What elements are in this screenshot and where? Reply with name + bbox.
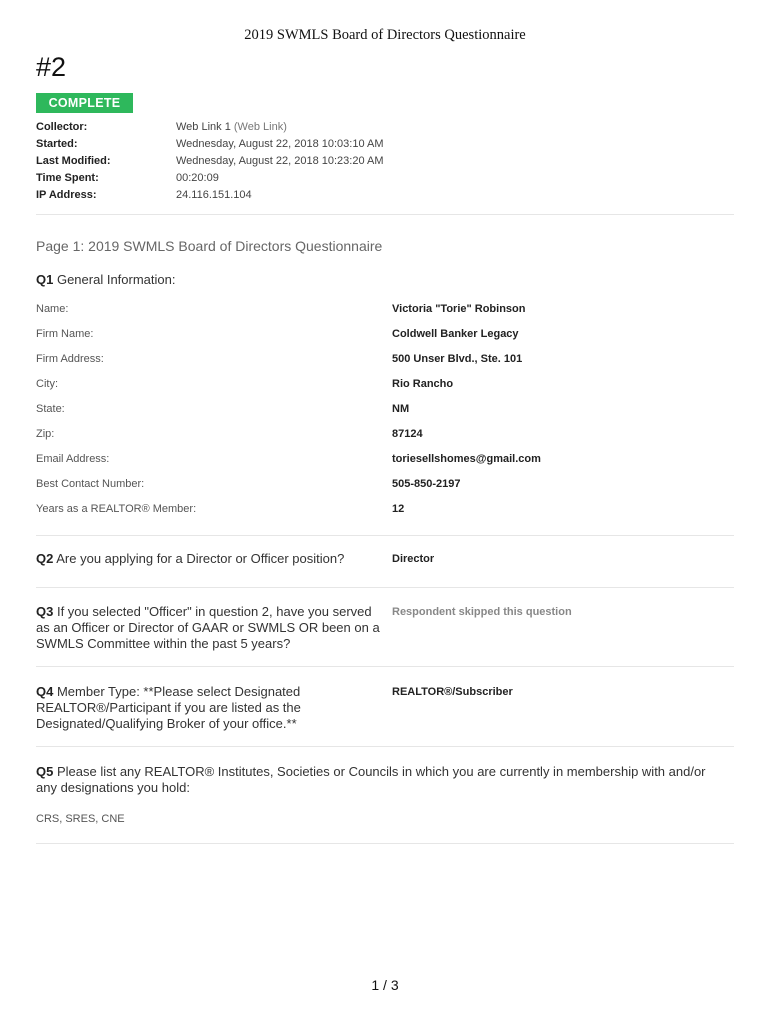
divider bbox=[36, 746, 734, 747]
question-q1 bbox=[36, 272, 175, 288]
field-label: Zip: bbox=[36, 428, 55, 440]
field-label: Best Contact Number: bbox=[36, 478, 145, 490]
table-row bbox=[36, 503, 734, 528]
field-label: Name: bbox=[36, 303, 69, 315]
question-number: Q1 bbox=[36, 272, 54, 287]
answer-q2: Director bbox=[392, 553, 435, 565]
meta-row-last-modified bbox=[36, 155, 384, 172]
divider bbox=[36, 666, 734, 667]
table-row bbox=[36, 353, 734, 378]
meta-value: Wednesday, August 22, 2018 10:03:10 AM bbox=[176, 138, 384, 150]
field-value: 12 bbox=[392, 503, 405, 515]
question-q4 bbox=[36, 684, 381, 732]
meta-label: Last Modified: bbox=[36, 155, 111, 167]
meta-label: Started: bbox=[36, 138, 78, 150]
field-value: 505-850-2197 bbox=[392, 478, 461, 490]
answer-q4: REALTOR®/Subscriber bbox=[392, 686, 513, 698]
meta-row-ip-address bbox=[36, 189, 384, 206]
question-q3 bbox=[36, 604, 381, 652]
field-value: NM bbox=[392, 403, 410, 415]
divider bbox=[36, 214, 734, 215]
field-label: Years as a REALTOR® Member: bbox=[36, 503, 197, 515]
field-value: toriesellshomes@gmail.com bbox=[392, 453, 541, 465]
question-number: Q4 bbox=[36, 684, 54, 699]
meta-row-time-spent bbox=[36, 172, 384, 189]
table-row bbox=[36, 453, 734, 478]
question-number: Q3 bbox=[36, 604, 54, 619]
status-badge: COMPLETE bbox=[36, 93, 133, 113]
table-row bbox=[36, 428, 734, 453]
field-value: 500 Unser Blvd., Ste. 101 bbox=[392, 353, 523, 365]
table-row bbox=[36, 328, 734, 353]
field-label: Firm Address: bbox=[36, 353, 104, 365]
page-number: 1 / 3 bbox=[371, 977, 399, 993]
table-row bbox=[36, 303, 734, 328]
question-q5 bbox=[36, 764, 716, 796]
response-number: #2 bbox=[36, 52, 67, 82]
question-text: If you selected "Officer" in question 2, have you served as an Officer or Director of GAAR or SWMLS OR been on a SWMLS Committee within the past 5 years? bbox=[36, 604, 380, 651]
divider bbox=[36, 843, 734, 844]
meta-label: IP Address: bbox=[36, 189, 97, 201]
general-information-table bbox=[36, 303, 734, 528]
question-text: Are you applying for a Director or Officer position? bbox=[56, 551, 345, 566]
table-row bbox=[36, 378, 734, 403]
field-label: City: bbox=[36, 378, 58, 390]
answer-q3: Respondent skipped this question bbox=[392, 606, 572, 618]
field-label: Firm Name: bbox=[36, 328, 94, 340]
meta-row-collector bbox=[36, 121, 384, 138]
page-heading: Page 1: 2019 SWMLS Board of Directors Questionnaire bbox=[36, 238, 383, 254]
divider bbox=[36, 587, 734, 588]
question-text: Please list any REALTOR® Institutes, Societies or Councils in which you are currently in membership with and/or any designations you hold: bbox=[36, 764, 706, 795]
meta-label: Collector: bbox=[36, 121, 88, 133]
divider bbox=[36, 535, 734, 536]
table-row bbox=[36, 478, 734, 503]
field-label: State: bbox=[36, 403, 65, 415]
meta-value: 00:20:09 bbox=[176, 172, 219, 184]
document-title: 2019 SWMLS Board of Directors Questionnaire bbox=[244, 27, 526, 43]
answer-q5: CRS, SRES, CNE bbox=[36, 813, 125, 825]
question-text: Member Type: **Please select Designated REALTOR®/Participant if you are listed as the Designated/Qualifying Broker of your office.** bbox=[36, 684, 301, 731]
meta-label: Time Spent: bbox=[36, 172, 99, 184]
meta-row-started bbox=[36, 138, 384, 155]
question-text: General Information: bbox=[56, 272, 176, 287]
meta-subvalue: (Web Link) bbox=[233, 121, 287, 133]
field-label: Email Address: bbox=[36, 453, 110, 465]
response-metadata bbox=[36, 121, 384, 206]
field-value: Coldwell Banker Legacy bbox=[392, 328, 519, 340]
question-number: Q2 bbox=[36, 551, 54, 566]
question-number: Q5 bbox=[36, 764, 54, 779]
meta-value: Wednesday, August 22, 2018 10:23:20 AM bbox=[176, 155, 384, 167]
question-q2 bbox=[36, 551, 381, 567]
field-value: Rio Rancho bbox=[392, 378, 454, 390]
field-value: Victoria "Torie" Robinson bbox=[392, 303, 526, 315]
field-value: 87124 bbox=[392, 428, 423, 440]
meta-value: Web Link 1 bbox=[176, 121, 231, 133]
meta-value: 24.116.151.104 bbox=[176, 189, 252, 201]
table-row bbox=[36, 403, 734, 428]
